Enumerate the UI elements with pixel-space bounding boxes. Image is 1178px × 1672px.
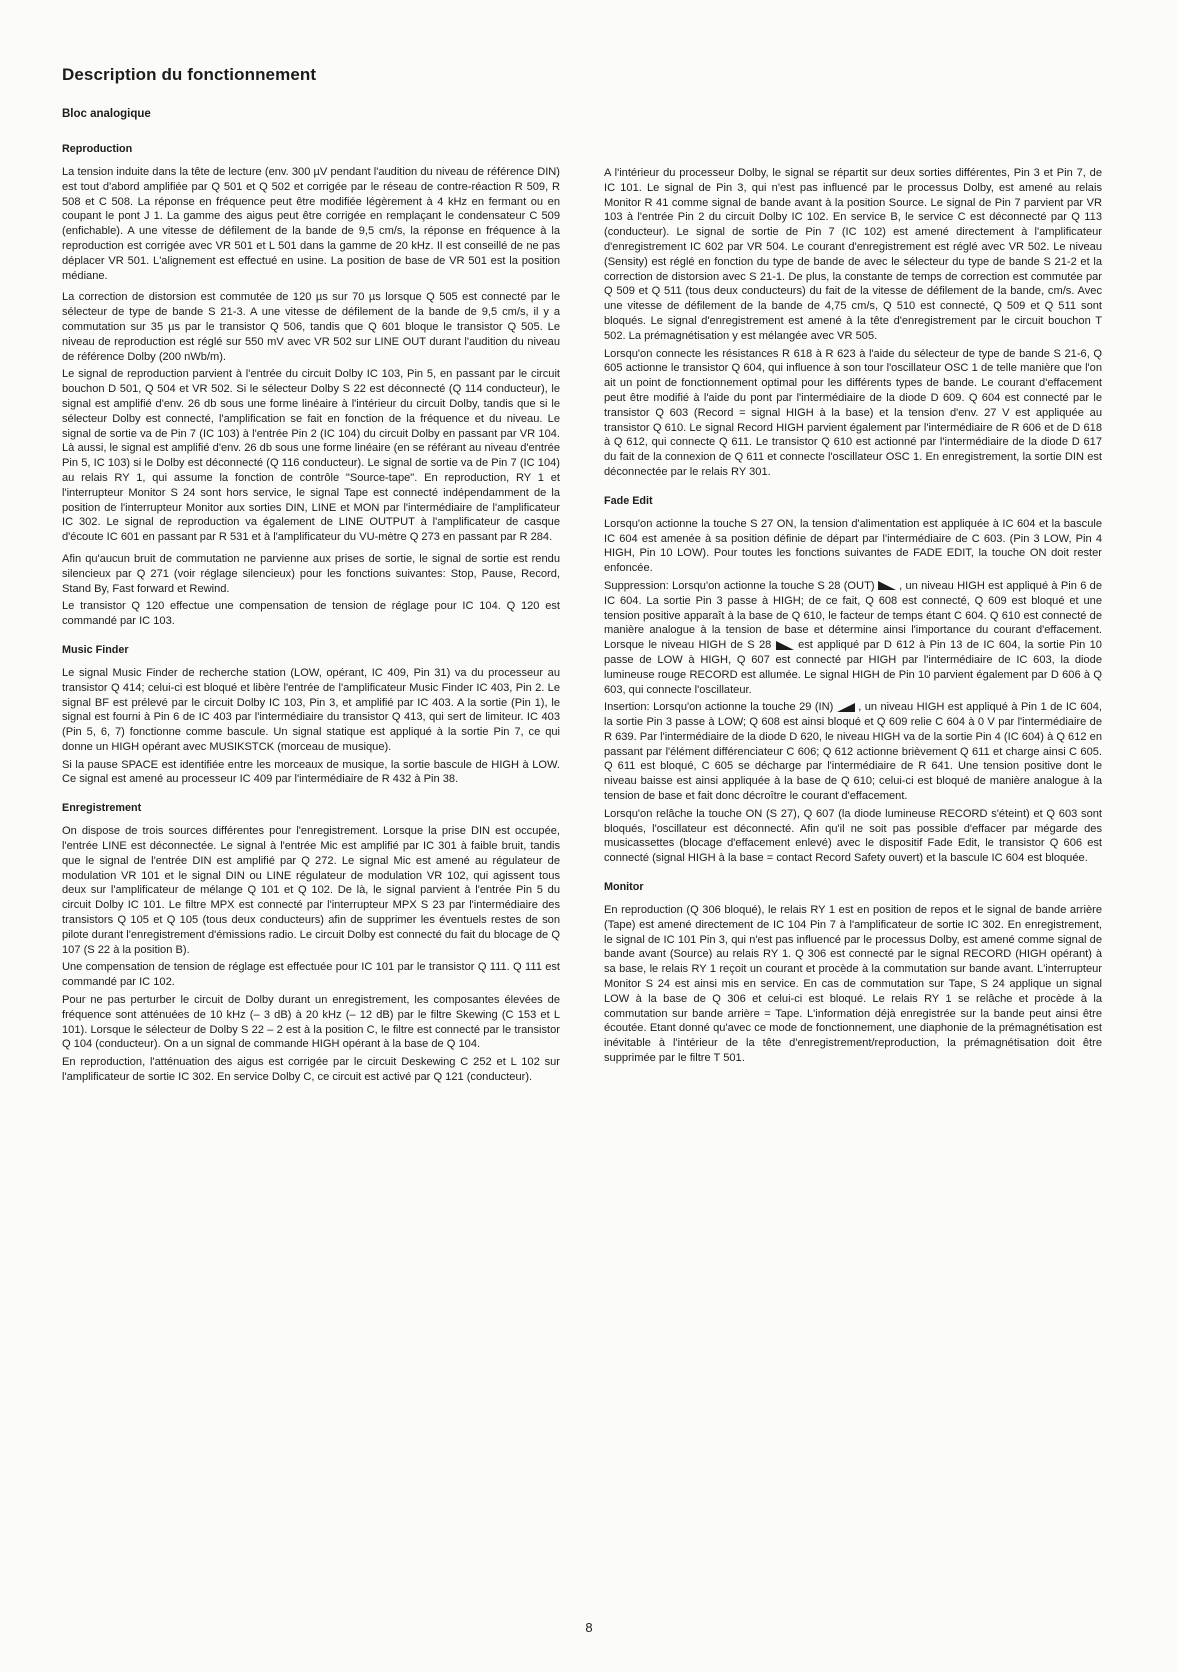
fade-edit-heading: Fade Edit — [604, 494, 653, 507]
section-title: Bloc analogique — [62, 108, 151, 120]
paragraph: Lorsqu'on actionne la touche S 27 ON, la tension d'alimentation est appliquée à IC 604 et la bascule IC 604 est amenée à sa position définie de départ par l'intermédiaire de C 603. (Pin 3 LOW, Pin 4 HIGH, Pin 10 LOW). Pour toutes les fonctions suivantes de FADE EDIT, la touche ON doit rester enfoncée. — [604, 517, 1102, 575]
text-run: est appliqué par D 612 à Pin 13 de IC 604, la sortie Pin 10 passe de LOW à HIGH, Q 607 est connecté par HIGH par l'intermédiaire de IC 603, la diode lumineuse rouge RECORD est allumée. Le signal HIGH de Pin 10 parvient également par D 606 à Q 603, qui connecte l'oscillateur. — [604, 639, 1102, 696]
music-finder-section — [62, 643, 560, 787]
paragraph: La tension induite dans la tête de lecture (env. 300 µV pendant l'audition du niveau de référence DIN) est tout d'abord amplifiée par Q 501 et Q 502 et corrigée par le réseau de contre-réaction R 509, R 508 et C 508. La réponse en fréquence peut être modifiée légèrement à 4 kHz en fermant ou en coupant le pont J 1. La gamme des aigus peut être corrigée en remplaçant le condensateur C 509 (enfichable). A une vitesse de défilement de la bande de 9,5 cm/s, la réponse en fréquence à la reproduction est corrigée avec VR 501 et L 501 dans la gamme de 20 kHz. Il est conseillé de ne pas déplacer VR 501. L'alignement est effectué en usine. La position de base de VR 501 est la position médiane. — [62, 166, 560, 282]
fade-out-arrow-icon — [878, 581, 896, 590]
paragraph: Le signal Music Finder de recherche station (LOW, opérant, IC 409, Pin 31) va du processeur au transistor Q 414; celui-ci est bloqué et libère l'entrée de l'amplificateur Music Finder IC 403, Pin 2. Le signal BF est prélevé par le circuit Dolby IC 103, Pin 3, et amplifié par IC 403. A la sortie (Pin 1), le signal est fourni à Pin 6 de IC 403 par l'intermédiaire du transistor Q 413, qui sert de limiteur. IC 403 (Pin 5, 6, 7) fonctionne comme bascule. Un signal statique est appliqué à la sortie Pin 7, ce qui donne un HIGH opérant avec MUSIKSTCK (morceau de musique). — [62, 666, 560, 753]
page-title: Description du fonctionnement — [62, 65, 317, 84]
paragraph: Une compensation de tension de réglage est effectuée pour IC 101 par le transistor Q 111. Q 111 est commandé par IC 102. — [62, 961, 560, 989]
paragraph: Si la pause SPACE est identifiée entre les morceaux de musique, la sortie bascule de HIGH à LOW. Ce signal est amené au processeur IC 409 par l'intermédiaire de R 432 à Pin 38. — [62, 758, 560, 786]
paragraph: Lorsqu'on relâche la touche ON (S 27), Q 607 (la diode lumineuse RECORD s'éteint) et Q 603 sont bloqués, l'oscillateur est déconnecté. Afin qu'il ne soit pas possible d'effacer par mégarde des musicassettes (blocage d'effacement enlevé) avec le dispositif Fade Edit, le transistor Q 606 est connecté (signal HIGH à la base = contact Record Safety ouvert) et la bascule IC 604 est bloquée. — [604, 807, 1102, 865]
paragraph: A l'intérieur du processeur Dolby, le signal se répartit sur deux sorties différentes, Pin 3 et Pin 7, de IC 101. Le signal de Pin 3, qui n'est pas influencé par le processus Dolby, est amené au relais Monitor R 41 comme signal de bande avant à la position Source. Le signal de Pin 7 parvient par VR 103 à l'entrée Pin 2 du circuit Dolby IC 102. En service B, le service C est déconnecté par Q 113 (conducteur). Le signal de sortie de Pin 7 (IC 102) est amené directement à l'amplificateur d'enregistrement IC 602 par VR 504. Le courant d'enregistrement est réglé avec VR 502. Le niveau (Sensity) est réglé en fonction du type de bande de avec le sélecteur du type de bande S 21-2 et la correction de distorsion avec S 21-1. De plus, la constante de temps de correction est commutée par Q 509 et Q 511 (tous deux conducteurs) du fait de la vitesse de défilement de la bande, cm/s. Avec une vitesse de défilement de la bande de 4,75 cm/s, Q 510 est connecté, Q 509 et Q 511 sont bloqués. Le signal d'enregistrement est amené à la tête d'enregistrement par le circuit bouchon T 502. La prémagnétisation y est mélangée avec VR 505. — [604, 167, 1102, 342]
music-finder-heading: Music Finder — [62, 643, 129, 656]
paragraph: En reproduction, l'atténuation des aigus est corrigée par le circuit Deskewing C 252 et L 102 sur l'amplificateur de sortie IC 302. En service Dolby C, ce circuit est activé par Q 121 (conducteur). — [62, 1056, 560, 1084]
fade-out-arrow-icon — [776, 641, 794, 650]
page-number: 8 — [585, 1620, 593, 1635]
dolby-processor-section — [604, 166, 1102, 480]
paragraph: Pour ne pas perturber le circuit de Dolby durant un enregistrement, les composantes élevées de fréquence sont atténuées de 10 kHz (– 3 dB) à 20 kHz (– 12 dB) par le filtre Skewing (C 153 et L 101). Lorsque le sélecteur de Dolby S 22 – 2 est à la position C, le filtre est connecté par le transistor Q 104 (conducteur). On a un signal de commande HIGH opérant à la base de Q 104. — [62, 994, 560, 1051]
text-run: Insertion: Lorsqu'on actionne la touche 29 (IN) — [604, 701, 834, 714]
paragraph: Le transistor Q 120 effectue une compensation de tension de réglage pour IC 104. Q 120 est commandé par IC 103. — [62, 600, 560, 628]
reproduction-heading: Reproduction — [62, 143, 133, 155]
text-run: Suppression: Lorsqu'on actionne la touche S 28 (OUT) — [604, 579, 875, 592]
text-run: , un niveau HIGH est appliqué à Pin 6 de IC 604. La sortie Pin 3 passe à HIGH; de ce fait, Q 608 est connecté, Q 609 est bloqué et une tension positive apparaît à la base de Q 610, le facteur de temps étant C 604. Q 610 est connecté de manière analogue à la tension de base et détermine ainsi l'importance du courant d'effacement. Lorsque le niveau HIGH de S 28 — [604, 579, 1102, 652]
paragraph: On dispose de trois sources différentes pour l'enregistrement. Lorsque la prise DIN est occupée, l'entrée LINE est déconnectée. Le signal à l'entrée Mic est amplifié par IC 301 à faible bruit, tandis que le signal de l'entrée DIN est amplifié par Q 272. Le signal Mic est amené au régulateur de modulation VR 101 et le signal DIN ou LINE régulateur de modulation VR 102, qui agissent tous deux sur l'amplificateur de mélange Q 101 et Q 102. De là, le signal parvient à l'entrée Pin 5 du circuit Dolby IC 101. Le filtre MPX est connecté par l'interrupteur MPX S 23 par l'intermédiaire des transistors Q 105 et Q 105 (tous deux conducteurs) afin de supprimer les éventuels restes de son pilote durant l'enregistrement d'émissions radio. Le circuit Dolby est connecté du fait du blocage de Q 107 (S 22 à la position B). — [62, 825, 560, 956]
text-run: , un niveau HIGH est appliqué à Pin 1 de IC 604, la sortie Pin 3 passe à LOW; Q 608 est ainsi bloqué et Q 609 relie C 604 à 0 V par l'intermédiaire de R 639. Par l'intermédiaire de la diode D 620, le niveau HIGH va de la sortie Pin 4 (IC 604) à Q 612 en passant par l'élément différenciateur C 606; Q 612 actionne brièvement Q 611 et charge ainsi C 605. Q 611 est bloqué, C 605 se décharge par l'intermédiaire de R 641. Une tension positive dont le niveau baisse est ainsi appliquée à la base de Q 610; celui-ci est bloqué de manière analogue à la tension de base et fait donc décroître le courant d'effacement. — [604, 701, 1102, 803]
fade-in-arrow-icon — [837, 703, 855, 712]
monitor-section — [604, 880, 1102, 1066]
paragraph: En reproduction (Q 306 bloqué), le relais RY 1 est en position de repos et le signal de bande arrière (Tape) est amené directement de IC 104 Pin 7 à l'amplificateur de sortie IC 302. En enregistrement, le signal de IC 101 Pin 3, qui n'est pas influencé par le processus Dolby, est amené comme signal de bande avant (Source) au relais RY 1. Q 306 est connecté par le signal RECORD (HIGH opérant) à sa base, le relais RY 1 reçoit un courant et procède à la commutation sur bande avant. L'interrupteur Monitor S 24 est ainsi mis en service. En cas de commutation sur Tape, S 24 applique un signal LOW à la base de Q 306 et celui-ci est bloqué. Le relais RY 1 se relâche et procède à la commutation sur bande arrière = Tape. L'information déjà enregistrée sur la bande peut ainsi être écoutée. Etant donné qu'avec ce mode de fonctionnement, une diaphonie de la prémagnétisation est inévitable à l'intérieur de la tête d'enregistrement/reproduction, la prémagnétisation doit être supprimée par le filtre T 501. — [604, 904, 1102, 1065]
enregistrement-section — [62, 801, 560, 1085]
enregistrement-heading: Enregistrement — [62, 802, 142, 815]
paragraph: Le signal de reproduction parvient à l'entrée du circuit Dolby IC 103, Pin 5, en passant par le circuit bouchon D 501, Q 504 et VR 502. Si le sélecteur Dolby S 22 est déconnecté (Q 114 conducteur), le signal est amplifié d'env. 26 db sous une forme linéaire à l'intérieur du circuit Dolby, tandis que si le sélecteur Dolby est connecté, l'amplification se fait en fonction de la fréquence et du niveau. Le signal de sortie va de Pin 7 (IC 103) à l'entrée Pin 2 (IC 104) du circuit Dolby en passant par VR 104. Là aussi, le signal est amplifié d'env. 26 db sous une forme linéaire (en se référant au niveau d'entrée Pin 5, IC 103) si le Dolby est déconnecté (Q 116 conducteur). Le signal de sortie va de Pin 7 (IC 104) au relais RY 1, qui assume la fonction de contrôle "Source-tape". En reproduction, RY 1 et l'interrupteur Monitor S 24 sont hors service, le signal Tape est connecté indépendamment de la position de l'interrupteur Monitor aux sorties DIN, LINE et MON par l'intermédiaire de l'amplificateur IC 302. Le signal de reproduction va également de LINE OUTPUT à l'amplificateur de casque d'écoute IC 601 en passant par R 531 et à l'amplificateur du VU-mètre Q 273 en passant par R 284. — [62, 368, 560, 544]
paragraph: La correction de distorsion est commutée de 120 µs sur 70 µs lorsque Q 505 est connecté par le sélecteur de type de bande S 21-3. A une vitesse de défilement de la bande de 9,5 cm/s, il y a commutation sur 35 µs par le transistor Q 506, tandis que Q 601 bloque le transistor Q 505. Le niveau de reproduction est réglé sur 550 mV avec VR 502 sur LINE OUT durant l'audition du niveau de référence Dolby (200 nWb/m). — [62, 291, 560, 363]
fade-edit-section — [604, 494, 1102, 866]
paragraph: Lorsqu'on connecte les résistances R 618 à R 623 à l'aide du sélecteur de type de bande S 21-6, Q 605 actionne le transistor Q 604, qui influence à son tour l'oscillateur OSC 1 de telle manière que l'on ait un point de fonctionnement optimal pour les différents types de bande. Le courant d'effacement peut être modifié à l'aide du pont par l'intermédiaire de la diode D 609. Q 604 est connecté par le transistor Q 603 (Record = signal HIGH à la base) et la tension d'env. 27 V est appliquée au transistor Q 610. Le signal Record HIGH parvient également par l'intermédiaire de R 606 et de D 618 à Q 612, qui connecte Q 611. Le transistor Q 610 est actionné par l'intermédiaire de la diode D 617 du fait de la connexion de Q 611 et connecte l'oscillateur OSC 1. En enregistrement, la sortie DIN est déconnectée par le relais RY 301. — [604, 347, 1102, 478]
paragraph — [604, 579, 1102, 697]
paragraph — [604, 700, 1102, 804]
paragraph: Afin qu'aucun bruit de commutation ne parvienne aux prises de sortie, le signal de sortie est rendu silencieux par Q 271 (voir réglage silencieux) pour les fonctions suivantes: Stop, Pause, Record, Stand By, Fast forward et Rewind. — [62, 552, 560, 595]
left-column — [62, 142, 560, 1099]
reproduction-section — [62, 142, 560, 629]
right-column — [604, 166, 1102, 1080]
monitor-heading: Monitor — [604, 881, 644, 894]
